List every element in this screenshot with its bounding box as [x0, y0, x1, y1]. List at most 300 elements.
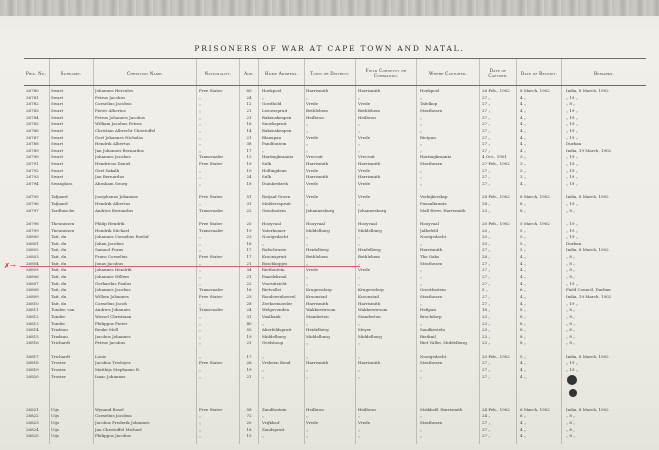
cell-nat: „ — [199, 366, 202, 372]
cell-home: Bakenskeapen — [262, 127, 292, 133]
cell-rem: „ 19 „ — [566, 200, 578, 206]
cell-rem: „ 19 „ — [566, 161, 578, 167]
cell-home: Zeekoemoeder — [262, 300, 293, 306]
cell-sur: Swart — [51, 114, 64, 120]
cell-rec: 4 „ — [520, 260, 526, 266]
cell-nat: Transvaaler — [199, 207, 224, 213]
cell-sur: Theunissen — [51, 220, 75, 226]
column-header-christian-name: Christian Name. — [126, 70, 164, 76]
cell-no: 26805 — [26, 267, 39, 273]
table-row — [0, 281, 659, 286]
cell-no: 26822 — [26, 413, 39, 419]
cell-rem: „ 19 „ — [566, 366, 578, 372]
cell-chr: Willem Johannes — [95, 293, 129, 299]
cell-home: Zandspruit — [262, 426, 285, 432]
cell-chr: Johannes Jacobus — [95, 154, 131, 160]
table-row — [0, 301, 659, 306]
cell-cmdo: Krugersdorp — [358, 287, 384, 293]
cell-nat: „ — [199, 181, 202, 186]
cell-age: 19 — [246, 227, 252, 233]
table-row — [0, 433, 659, 438]
cell-nat: „ — [199, 234, 202, 240]
cell-age: 18 — [246, 426, 252, 432]
cell-rec: 8 March, 1902 — [520, 194, 550, 200]
cell-no: 26803 — [26, 254, 39, 259]
cell-cap: 27 „ — [482, 174, 491, 180]
cell-cap: 27 Feb., 1902 — [482, 161, 510, 167]
cell-cmdo: „ — [358, 200, 361, 206]
cell-where: „ — [420, 114, 423, 120]
cell-cap: 27 „ — [482, 101, 491, 107]
cell-home: Vrijkloof — [262, 420, 280, 426]
cell-town: Vrede — [306, 267, 319, 273]
cell-cap: 27 „ — [482, 121, 491, 127]
cell-cap: 27 „ — [482, 433, 491, 439]
cell-rec: 8 „ — [520, 313, 526, 319]
cell-sur: Swart — [51, 154, 64, 160]
cell-chr: Jan Christoffel Michael — [95, 426, 142, 432]
cell-nat: „ — [199, 247, 202, 253]
cell-cap: 27 „ — [482, 267, 491, 273]
table-row — [0, 400, 659, 405]
cell-nat: Free Stater — [199, 194, 223, 200]
cell-home: Duinkerkeek — [262, 181, 288, 186]
cell-where: „ — [420, 174, 423, 180]
cell-age: 23 — [246, 234, 252, 240]
cell-no: 26799 — [26, 227, 39, 233]
cell-town: Vrede — [306, 134, 319, 140]
cell-sur: Tait, du — [51, 293, 67, 299]
cell-age: 12 — [246, 101, 252, 107]
cell-home: „ — [262, 413, 265, 419]
cell-cmdo: „ — [358, 274, 361, 279]
cell-nat: „ — [199, 260, 202, 266]
cell-cap: 20 Feb., 1902 — [482, 353, 510, 359]
cell-no: 26785 — [26, 121, 39, 127]
table-row — [0, 168, 659, 173]
cell-no: 26817 — [26, 353, 39, 359]
cell-age: 19 — [246, 161, 252, 167]
table-row — [0, 287, 659, 292]
cell-cmdo: „ — [358, 234, 361, 240]
cell-age: 51 — [246, 194, 252, 200]
cell-no: 26794 — [26, 181, 39, 186]
cell-nat: „ — [199, 274, 202, 279]
table-row — [0, 380, 659, 385]
cell-no: 26818 — [26, 360, 39, 366]
cell-rec: 4 „ — [520, 426, 526, 432]
cell-home: Hooyvaal — [262, 220, 281, 226]
cell-cap: 27 „ — [482, 141, 491, 147]
cell-sur: Tait, du — [51, 280, 67, 286]
table-row — [0, 267, 659, 272]
cell-cmdo: Bethlehem — [358, 254, 380, 259]
cell-age: 18 — [246, 181, 252, 186]
cell-age: 72 — [246, 413, 252, 419]
table-row — [0, 188, 659, 193]
cell-no: 26821 — [26, 406, 39, 412]
cell-sur: Swart — [51, 88, 64, 93]
column-header-field-cornetcy: Field Cornetcy or Commando. — [365, 68, 407, 78]
cell-chr: Petrus Jacobus — [95, 340, 126, 346]
cell-town: „ — [306, 260, 309, 266]
cell-chr: Johannes Hendrik — [95, 267, 132, 273]
cell-nat: „ — [199, 426, 202, 432]
cell-cap: 27 „ — [482, 360, 491, 366]
cell-town: Bethlehem — [306, 254, 328, 259]
cell-cap: 23 „ — [482, 340, 491, 346]
cell-nat: Free Stater — [199, 406, 223, 412]
cell-rem: „ 8 „ — [566, 207, 576, 213]
cell-nat: „ — [199, 433, 202, 439]
cell-home: Blaaupan — [262, 134, 282, 140]
cell-cmdo: „ — [358, 147, 361, 153]
cell-cap: 24 „ — [482, 413, 491, 419]
cell-age: 25 — [246, 220, 252, 226]
cell-age: 21 — [246, 373, 252, 379]
cell-cmdo: Vrede — [358, 267, 371, 273]
cell-where: „ — [420, 141, 423, 147]
cell-home: Welgevonden — [262, 307, 290, 313]
cell-chr: Philippus Jacobus — [95, 433, 131, 439]
cell-cap: 20 „ — [482, 227, 491, 233]
cell-where: „ — [420, 366, 423, 372]
cell-rem: „ 8 „ — [566, 313, 576, 319]
cell-nat: „ — [199, 320, 202, 326]
cell-cmdo: Vrede — [358, 167, 371, 173]
cell-no: 26780 — [26, 88, 39, 93]
cell-chr: Josephenus Johannes — [95, 194, 138, 200]
cell-sur: Tait, du — [51, 234, 67, 240]
cell-home: Bakenskeapen — [262, 114, 292, 120]
cell-town: „ — [306, 121, 309, 127]
cell-town: „ — [306, 274, 309, 279]
cell-no: 26811 — [26, 307, 39, 313]
cell-sur: Swart — [51, 167, 64, 173]
cell-cmdo: Harrismith — [358, 300, 381, 306]
cell-home: Boschkopjes — [262, 260, 288, 266]
cell-cmdo: Middelburg — [358, 227, 382, 233]
cell-cap: 27 „ — [482, 366, 491, 372]
table-row — [0, 88, 659, 93]
cell-where: Hoekpoel — [420, 88, 440, 93]
table-row — [0, 274, 659, 279]
cell-cmdo: Vrede — [358, 181, 371, 186]
cell-cap: 20 „ — [482, 240, 491, 246]
cell-cmdo: „ — [358, 413, 361, 419]
cell-no: 26812 — [26, 313, 39, 319]
cell-rec: 4 „ — [520, 274, 526, 279]
cell-no: 26819 — [26, 366, 39, 372]
column-header-age: Age. — [244, 70, 254, 76]
cell-cap: 20 „ — [482, 234, 491, 240]
cell-where: Tafelkop — [420, 101, 438, 107]
cell-cmdo: Vrede — [358, 101, 371, 107]
cell-cap: 20 Feb., 1902 — [482, 220, 510, 226]
cell-rem: „ 19 „ — [566, 227, 578, 233]
cell-chr: Wynand Bosel — [95, 406, 124, 412]
cell-rem: „ 8 „ — [566, 433, 576, 439]
cell-rec: 3 „ — [520, 174, 526, 180]
cell-home: Roodeeenheuvel — [262, 293, 296, 299]
cell-age: 17 — [246, 353, 252, 359]
table-row — [0, 427, 659, 432]
cell-cap: 27 „ — [482, 181, 491, 186]
cell-rem: India, 19 March, 1902 — [566, 293, 612, 299]
cell-rec: 4 „ — [520, 420, 526, 426]
cell-cap: 28 „ — [482, 254, 491, 259]
cell-chr: Johannes Cornelius Roelof — [95, 234, 149, 240]
header-rule-top — [24, 58, 646, 59]
cell-no: 26810 — [26, 300, 39, 306]
cell-chr: Johannes Hercules — [95, 88, 134, 93]
cell-rem: India, 8 March, 1902 — [566, 247, 609, 253]
cell-no: 26807 — [26, 280, 39, 286]
cell-nat: „ — [199, 127, 202, 133]
cell-nat: Free Stater — [199, 161, 223, 167]
cell-home: Yaterkomer — [262, 227, 286, 233]
cell-rem: „ 8 „ — [566, 320, 576, 326]
column-header-date-capture: Date of Capture. — [488, 68, 508, 78]
cell-home: Pandfontein — [262, 141, 287, 147]
cell-nat: „ — [199, 413, 202, 419]
cell-rem: India, 8 March, 1902 — [566, 353, 609, 359]
cell-town: „ — [306, 340, 309, 346]
cell-nat: „ — [199, 340, 202, 346]
cell-rec: 4 „ — [520, 280, 526, 286]
cell-no: 26781 — [26, 94, 39, 100]
cell-chr: Petrus Johannes Jacobus — [95, 114, 145, 120]
cell-nat: Transvaaler — [199, 287, 224, 293]
cell-town: Vrede — [306, 181, 319, 186]
handwritten-red-arrow-mark: ✗→ — [4, 262, 16, 270]
cell-rec: 4 „ — [520, 366, 526, 372]
cell-cmdo: „ — [358, 141, 361, 147]
cell-home: Nootgedacht — [262, 234, 289, 240]
table-row — [0, 181, 659, 186]
cell-rem: „ 19 „ — [566, 174, 578, 180]
cell-chr: Jonas Jacobus — [95, 260, 124, 266]
cell-sur: Swart — [51, 107, 64, 113]
cell-chr: Wessel Christiaan — [95, 313, 132, 319]
cell-rem: „ 8 „ — [566, 307, 576, 313]
cell-no: 26802 — [26, 247, 39, 253]
cell-cmdo: Heilbron — [358, 406, 376, 412]
cell-nat: Free Stater — [199, 254, 223, 259]
cell-no: 26809 — [26, 293, 39, 299]
cell-age: 55 — [246, 327, 252, 333]
cell-cmdo: „ — [358, 366, 361, 372]
cell-age: 28 — [246, 300, 252, 306]
cell-where: Hartingkraantz — [420, 154, 452, 160]
cell-where: Rietkuil — [420, 333, 436, 339]
cell-rem: „ 19 „ — [566, 107, 578, 113]
table-row — [0, 367, 659, 372]
cell-rec: 4 „ — [520, 433, 526, 439]
table-row — [0, 221, 659, 226]
cell-chr: Johan Jacobus — [95, 240, 124, 246]
table-row — [0, 194, 659, 199]
cell-no: 26789 — [26, 147, 39, 153]
cell-town: Vrede — [306, 194, 319, 200]
cell-age: 21 — [246, 340, 252, 346]
cell-no: 26793 — [26, 174, 39, 180]
cell-no: 26795 — [26, 194, 39, 200]
cell-sur: Swart — [51, 141, 64, 147]
cell-home: Aberfeldspruit — [262, 327, 292, 333]
cell-where: „ — [420, 426, 423, 432]
cell-where: Pusnalkrantz — [420, 200, 447, 206]
cell-home: Paardekraal — [262, 274, 287, 279]
cell-chr: Jacobus Johannes — [95, 333, 131, 339]
cell-no: 26798 — [26, 220, 39, 226]
cell-town: „ — [306, 373, 309, 379]
cell-cap: 27 „ — [482, 300, 491, 306]
cell-rem: „ 19 „ — [566, 181, 578, 186]
cell-town: „ — [306, 141, 309, 147]
cell-where: Heilpan — [420, 307, 436, 313]
header-rule-bottom — [24, 85, 646, 86]
cell-age: 21 — [246, 134, 252, 140]
cell-where: Strathearn — [420, 161, 443, 167]
cell-town: „ — [306, 280, 309, 286]
cell-town: Krugersdorp — [306, 287, 332, 293]
cell-rem: „ 8 „ — [566, 101, 576, 107]
cell-nat: „ — [199, 267, 202, 273]
scan-edge-strip — [0, 0, 659, 16]
cell-home: „ — [262, 320, 265, 326]
cell-town: Heilbron — [306, 114, 324, 120]
cell-age: 15 — [246, 433, 252, 439]
table-row — [0, 294, 659, 299]
cell-chr: Andries Johannes — [95, 307, 131, 313]
cell-cmdo: Vrede — [358, 194, 371, 200]
cell-rem: „ 8 „ — [566, 327, 576, 333]
cell-where: Mall River, Harrismith — [420, 207, 466, 213]
cell-where: Sandkesteln — [420, 327, 445, 333]
cell-sur: Uijs — [51, 406, 59, 412]
cell-chr: Louis — [95, 353, 106, 359]
cell-where: Strathearn — [420, 420, 443, 426]
cell-cap: 27 „ — [482, 247, 491, 253]
cell-rec: 8 „ — [520, 320, 526, 326]
cell-age: 21 — [246, 274, 252, 279]
cell-home: Geelshoop — [262, 340, 284, 346]
cell-cmdo: „ — [358, 340, 361, 346]
cell-age: 20 — [246, 420, 252, 426]
column-header-surname: Surname. — [60, 70, 82, 76]
cell-rec: 8 „ — [520, 333, 526, 339]
cell-rec: 4 „ — [520, 121, 526, 127]
cell-age: 17 — [246, 254, 252, 259]
cell-home: „ — [262, 433, 265, 439]
table-row — [0, 141, 659, 146]
cell-home: „ — [262, 366, 265, 372]
cell-no: 26815 — [26, 333, 39, 339]
cell-rec: 6 „ — [520, 287, 526, 293]
table-row — [0, 247, 659, 252]
cell-age: 19 — [246, 333, 252, 339]
cell-rem: „ 19 „ — [566, 94, 578, 100]
cell-age: 21 — [246, 107, 252, 113]
cell-no: 26820 — [26, 373, 39, 379]
cell-nat: „ — [199, 141, 202, 147]
cell-where: Harrismith — [420, 247, 443, 253]
cell-sur: Troster — [51, 366, 66, 372]
cell-no: 26796 — [26, 200, 39, 206]
cell-cmdo: Heidelberg — [358, 247, 381, 253]
ink-blot — [569, 389, 577, 397]
cell-rec: 4 „ — [520, 127, 526, 133]
cell-rem: India, 8 March, 1902 — [566, 406, 609, 412]
cell-sur: Tait, du — [51, 274, 67, 279]
cell-no: 26800 — [26, 234, 39, 240]
cell-nat: „ — [199, 327, 202, 333]
table-row — [0, 234, 659, 239]
cell-age: 34 — [246, 267, 252, 273]
table-row — [0, 95, 659, 100]
table-row — [0, 115, 659, 120]
cell-chr: Cornelius Jacob — [95, 300, 127, 306]
cell-chr: Petrus Jacobus — [95, 94, 126, 100]
cell-cmdo: „ — [358, 426, 361, 432]
cell-chr: Johannes Jacobus — [95, 287, 131, 293]
cell-sur: Tait, du — [51, 260, 67, 266]
cell-cap: 26 Feb., 1902 — [482, 88, 510, 93]
cell-chr: Isaac Johannes — [95, 373, 126, 379]
cell-cap: 27 „ — [482, 167, 491, 173]
cell-age: 19 — [246, 167, 252, 173]
cell-home: Goedhold — [262, 101, 282, 107]
cell-age: 26 — [246, 360, 252, 366]
cell-rem: „ 8 „ — [566, 340, 576, 346]
cell-cap: 23 „ — [482, 207, 491, 213]
cell-cmdo: Harrismith — [358, 88, 381, 93]
cell-sur: Tradeau — [51, 333, 68, 339]
cell-town: Johannesburg — [306, 207, 335, 213]
cell-cap: 27 „ — [482, 293, 491, 299]
cell-home: Hollingdean — [262, 167, 287, 173]
cell-town: Heilbron — [306, 406, 324, 412]
column-header-nationality: Nationality. — [204, 70, 232, 76]
cell-sur: Uijs — [51, 426, 59, 432]
cell-cmdo: „ — [358, 353, 361, 359]
column-header-date-receipt: Date of Receipt. — [520, 70, 558, 76]
cell-rec: 4 „ — [520, 267, 526, 273]
cell-rem: „ 8 „ — [566, 260, 576, 266]
cell-rec: 4 „ — [520, 293, 526, 299]
cell-no: 26784 — [26, 114, 39, 120]
cell-home: Vooruitzicht — [262, 280, 287, 286]
cell-rec: 3 „ — [520, 154, 526, 160]
cell-rec: 8 „ — [520, 327, 526, 333]
cell-cap: 27 „ — [482, 420, 491, 426]
cell-rec: 5 „ — [520, 234, 526, 240]
cell-sur: Swart — [51, 174, 64, 180]
cell-town: „ — [306, 127, 309, 133]
cell-no: 26825 — [26, 433, 39, 439]
cell-nat: „ — [199, 420, 202, 426]
column-header-home-address: Home Address. — [265, 70, 298, 76]
cell-where: „ — [420, 280, 423, 286]
cell-cap: 4 Oct., 1901 — [482, 154, 507, 160]
cell-nat: „ — [199, 373, 202, 379]
cell-rec: 5 „ — [520, 240, 526, 246]
cell-rem: „ 19 „ — [566, 220, 578, 226]
cell-home: Rietfontein — [262, 267, 285, 273]
cell-nat: „ — [199, 121, 202, 127]
cell-cap: 23 „ — [482, 320, 491, 326]
